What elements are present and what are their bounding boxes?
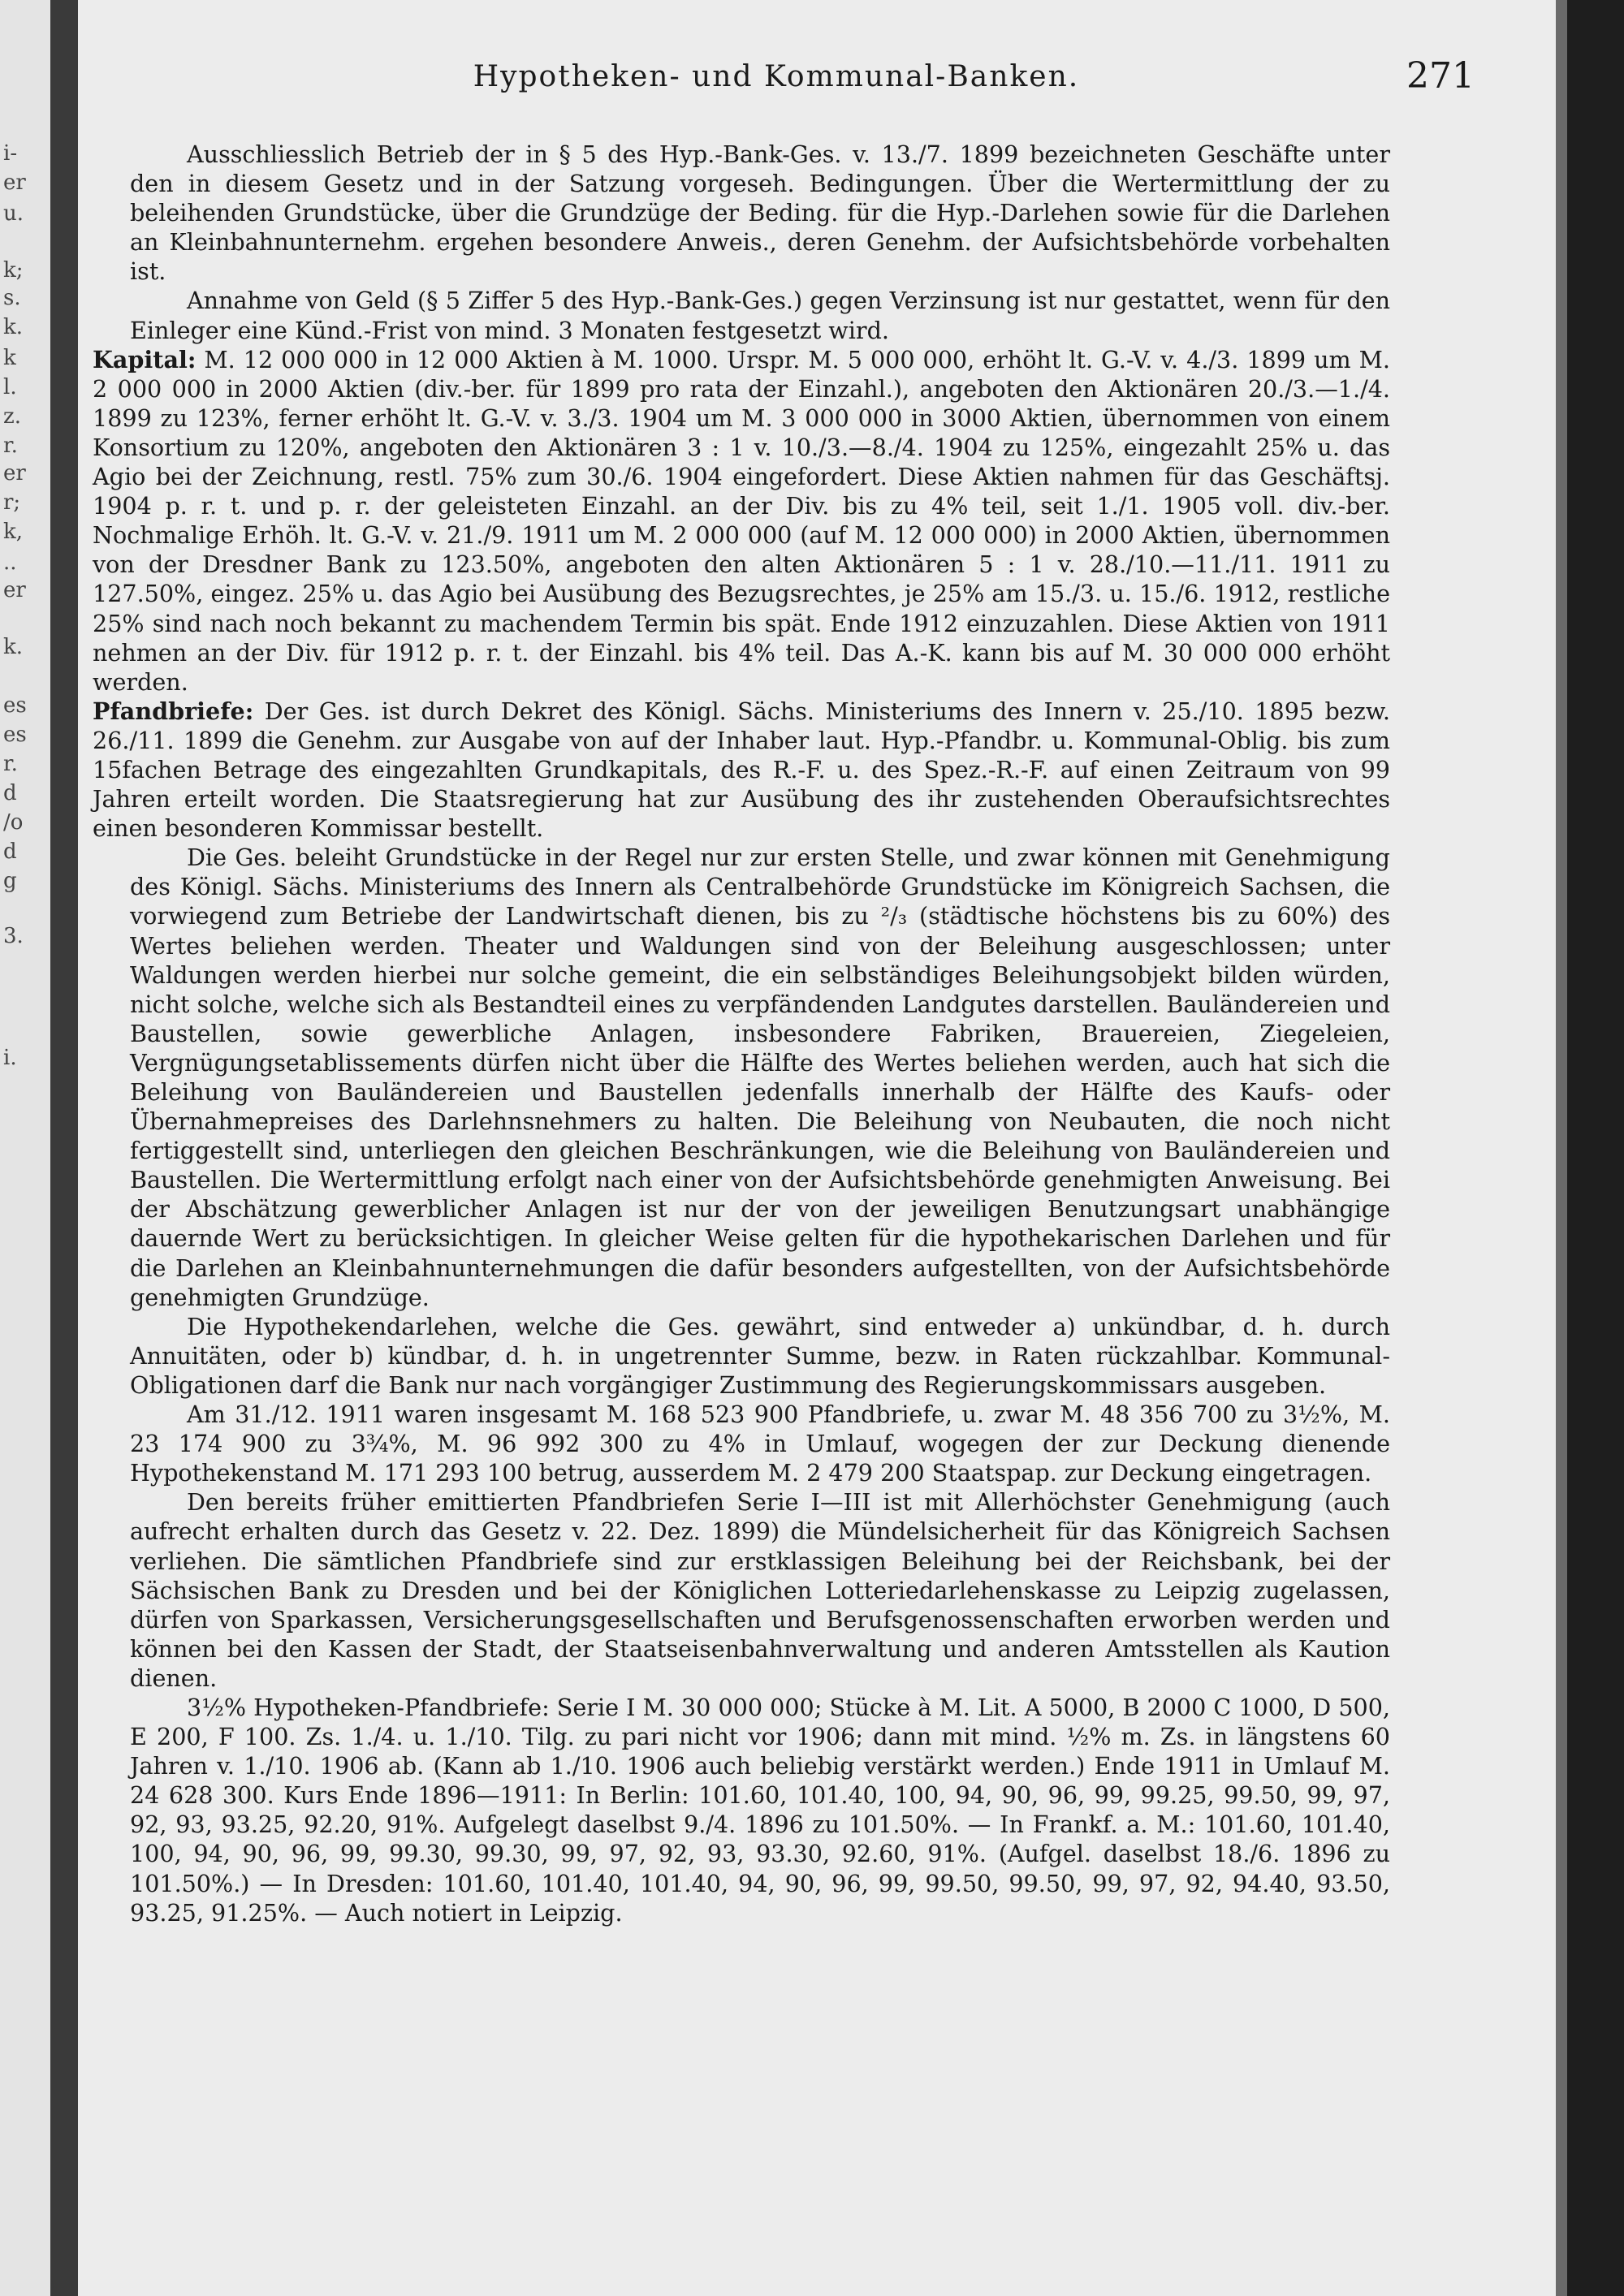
paragraph-lending-rules: Die Ges. beleiht Grundstücke in der Regel nur zur ersten Stelle, und zwar können mit Genehmigung des Königl. Sächs. Ministeriums des Innern als Centralbehörde Grundstücke im Königreich Sachsen, die vorwiegend zum Betriebe der Landwirtschaft dienen, bis zu ²/₃ (städtische höchstens bis zu 60%) des Wertes beliehen werden. Theater und Waldungen sind von der Beleihung ausgeschlossen; unter Waldungen werden hierbei nur solche gemeint, die ein selbständiges Beleihungsobjekt bilden würden, nicht solche, welche sich als Bestandteil eines zu verpfändenden Landgutes darstellen. Bauländereien und Baustellen, sowie gewerbliche Anlagen, insbesondere Fabriken, Brauereien, Ziegeleien, Vergnügungsetablissements dürfen nicht über die Hälfte des Wertes beliehen werden, auch hat sich die Beleihung von Bauländereien und Baustellen jedenfalls innerhalb der Hälfte des Kaufs- oder Übernahmepreises des Darlehnsnehmers zu halten. Die Beleihung von Neubauten, die noch nicht fertiggestellt sind, unterliegen den gleichen Beschränkungen, wie die Beleihung von Bauländereien und Baustellen. Die Wertermittlung erfolgt nach einer von der Aufsichtsbehörde genehmigten Anweisung. Bei der Abschätzung gewerblicher Anlagen ist nur der von der jeweiligen Benutzungsart unabhängige dauernde Wert zu berücksichtigen. In gleicher Weise gelten für die hypothekarischen Darlehen und für die Darlehen an Kleinbahnunternehmungen die dafür besonders aufgestellten, von der Aufsichtsbehörde genehmigten Grundzüge. <box>130 844 1390 1311</box>
paragraph-kapital: M. 12 000 000 in 12 000 Aktien à M. 1000. Urspr. M. 5 000 000, erhöht lt. G.-V. v. 4./3. 1899 um M. 2 000 000 in 2000 Aktien (div.-ber. für 1899 pro rata der Einzahl.), angeboten den Aktionären 20./3.—1./4. 1899 zu 123%, ferner erhöht lt. G.-V. v. 3./3. 1904 um M. 3 000 000 in 3000 Aktien, übernommen von einem Konsortium zu 120%, angeboten den Aktionären 3 : 1 v. 10./3.—8./4. 1904 zu 125%, eingezahlt 25% u. das Agio bei der Zeichnung, restl. 75% zum 30./6. 1904 eingefordert. Diese Aktien nahmen für das Geschäftsj. 1904 p. r. t. und p. r. der geleisteten Einzahl. an der Div. bis zu 4% teil, seit 1./1. 1905 voll. div.-ber. Nochmalige Erhöh. lt. G.-V. v. 21./9. 1911 um M. 2 000 000 (auf M. 12 000 000) in 2000 Aktien, übernommen von der Dresdner Bank zu 123.50%, angeboten den alten Aktionären 5 : 1 v. 28./10.—11./11. 1911 zu 127.50%, eingez. 25% u. das Agio bei Ausübung des Bezugsrechtes, je 25% am 15./3. u. 15./6. 1912, restliche 25% sind nach noch bekannt zu machendem Termin bis spät. Ende 1912 einzuzahlen. Diese Aktien von 1911 nehmen an der Div. für 1912 p. r. t. der Einzahl. bis 4% teil. Das A.-K. kann bis auf M. 30 000 000 erhöht werden. <box>93 345 1390 696</box>
section-kapital <box>93 345 1390 697</box>
margin-fragment: r. <box>3 434 18 458</box>
section-label-kapital: Kapital: <box>93 345 197 373</box>
margin-fragment: er <box>3 578 26 602</box>
margin-fragment: k <box>3 346 16 370</box>
section-pfandbriefe <box>93 697 1390 843</box>
paragraph-outstanding: Am 31./12. 1911 waren insgesamt M. 168 523 900 Pfandbriefe, u. zwar M. 48 356 700 zu 3½%, M. 23 174 900 zu 3¾%, M. 96 992 300 zu 4% in Umlauf, wogegen der zur Deckung dienende Hypothekenstand M. 171 293 100 betrug, ausserdem M. 2 479 200 Staatspap. zur Deckung eingetragen. <box>130 1400 1390 1487</box>
adjacent-page-strip <box>0 0 50 2296</box>
margin-fragment: k, <box>3 520 24 544</box>
margin-fragment: es <box>3 723 27 747</box>
margin-fragment: er <box>3 461 26 486</box>
margin-fragment: l. <box>3 375 17 399</box>
margin-fragment: r. <box>3 752 18 776</box>
page-edge-shadow <box>1556 0 1624 2296</box>
paragraph-loan-types: Die Hypothekendarlehen, welche die Ges. gewährt, sind entweder a) unkündbar, d. h. durch Annuitäten, oder b) kündbar, d. h. in ungetrennter Summe, bezw. in Raten rückzahlbar. Kommunal-Obligationen darf die Bank nur nach vorgängiger Zustimmung des Regierungskommissars ausgeben. <box>130 1312 1390 1399</box>
page-header <box>78 55 1475 109</box>
margin-fragment: d <box>3 781 17 805</box>
margin-fragment: z. <box>3 404 21 429</box>
margin-fragment: s. <box>3 286 21 310</box>
margin-fragment: i. <box>3 1046 17 1070</box>
margin-fragment: k; <box>3 258 24 283</box>
margin-fragment: k. <box>3 635 24 659</box>
margin-fragment: i- <box>3 141 18 166</box>
margin-fragment: /o <box>3 810 24 835</box>
running-head: Hypotheken- und Kommunal-Banken. <box>473 60 1080 93</box>
paragraph-trustee-security: Den bereits früher emittierten Pfandbriefen Serie I—III ist mit Allerhöchster Genehmigung (auch aufrecht erhalten durch das Gesetz v. 22. Dez. 1899) die Mündelsicherheit für das Königreich Sachsen verliehen. Die sämtlichen Pfandbriefe sind zur erstklassigen Beleihung bei der Reichsbank, bei der Sächsischen Bank zu Dresden und bei der Königlichen Lotteriedarlehenskasse zu Leipzig zugelassen, dürfen von Sparkassen, Versicherungsgesellschaften und Berufsgenossenschaften erworben werden und können bei den Kassen der Stadt, der Staatseisenbahnverwaltung und anderen Amtsstellen als Kaution dienen. <box>130 1488 1390 1692</box>
margin-fragment: er <box>3 170 26 195</box>
margin-fragment: r; <box>3 490 21 515</box>
section-label-pfandbriefe: Pfandbriefe: <box>93 697 254 725</box>
margin-fragment: d <box>3 839 17 864</box>
margin-fragment: es <box>3 693 27 718</box>
page-number: 271 <box>1406 55 1475 97</box>
paragraph-business-scope: Ausschliesslich Betrieb der in § 5 des Hyp.-Bank-Ges. v. 13./7. 1899 bezeichneten Geschäfte unter den in diesem Gesetz und in der Satzung vorgeseh. Bedingungen. Über die Wertermittlung der zu beleihenden Grundstücke, über die Grundzüge der Beding. für die Hyp.-Darlehen sowie für die Darlehen an Kleinbahnunternehm. ergehen besondere Anweis., deren Genehm. der Aufsichtsbehörde vorbehalten ist. <box>130 140 1390 286</box>
margin-fragment: u. <box>3 201 24 226</box>
paragraph-pfandbriefe-decree: Der Ges. ist durch Dekret des Königl. Sächs. Ministeriums des Innern v. 25./10. 1895 bezw. 26./11. 1899 die Genehm. zur Ausgabe von auf der Inhaber laut. Hyp.-Pfandbr. u. Kommunal-Oblig. bis zum 15fachen Betrage des eingezahlten Grundkapitals, des R.-F. u. des Spez.-R.-F. auf einen Zeitraum von 99 Jahren erteilt worden. Die Staatsregierung hat zur Ausübung des ihr zustehenden Oberaufsichtsrechtes einen besonderen Kommissar bestellt. <box>93 697 1390 843</box>
paragraph-deposits: Annahme von Geld (§ 5 Ziffer 5 des Hyp.-Bank-Ges.) gegen Verzinsung ist nur gestattet, wenn für den Einleger eine Künd.-Frist von mind. 3 Monaten festgesetzt wird. <box>130 287 1390 344</box>
book-gutter <box>50 0 78 2296</box>
margin-fragment: k. <box>3 315 24 339</box>
margin-fragment: g <box>3 869 17 893</box>
margin-fragment: .. <box>3 550 17 575</box>
margin-fragment: 3. <box>3 924 24 948</box>
paragraph-serie-i: 3½% Hypotheken-Pfandbriefe: Serie I M. 30 000 000; Stücke à M. Lit. A 5000, B 2000 C 1000, D 500, E 200, F 100. Zs. 1./4. u. 1./10. Tilg. zu pari nicht vor 1906; dann mit mind. ½% m. Zs. in längstens 60 Jahren v. 1./10. 1906 ab. (Kann ab 1./10. 1906 auch beliebig verstärkt werden.) Ende 1911 in Umlauf M. 24 628 300. Kurs Ende 1896—1911: In Berlin: 101.60, 101.40, 100, 94, 90, 96, 99, 99.25, 99.50, 99, 97, 92, 93, 93.25, 92.20, 91%. Aufgelegt daselbst 9./4. 1896 zu 101.50%. — In Frankf. a. M.: 101.60, 101.40, 100, 94, 90, 96, 99, 99.30, 99.30, 99, 97, 92, 93, 93.30, 92.60, 91%. (Aufgel. daselbst 18./6. 1896 zu 101.50%.) — In Dresden: 101.60, 101.40, 101.40, 94, 90, 96, 99, 99.50, 99.50, 99, 97, 92, 94.40, 93.50, 93.25, 91.25%. — Auch notiert in Leipzig. <box>130 1693 1390 1927</box>
body-text <box>93 140 1390 1927</box>
